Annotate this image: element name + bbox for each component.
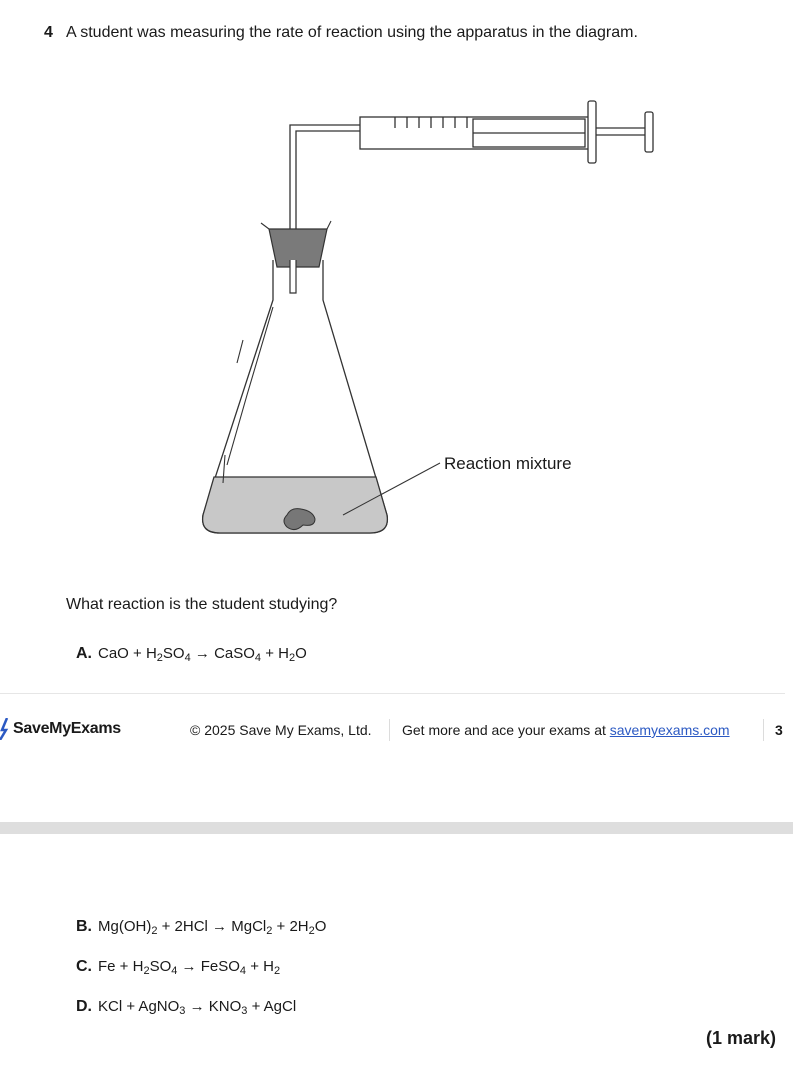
copyright-text: © 2025 Save My Exams, Ltd. <box>190 722 372 738</box>
promo-label: Get more and ace your exams at <box>402 722 610 738</box>
formula-text: CaSO <box>214 645 255 662</box>
reaction-arrow: → <box>190 645 215 662</box>
formula-text: + H <box>246 958 274 975</box>
option-equation <box>98 998 296 1015</box>
formula-text: + AgCl <box>247 998 297 1015</box>
syringe-thumb-rest <box>645 112 653 152</box>
formula-text: KNO <box>208 998 242 1015</box>
formula-subscript: 4 <box>171 965 178 977</box>
formula-subscript: 2 <box>156 652 163 664</box>
option-b[interactable] <box>76 918 326 936</box>
formula-subscript: 3 <box>241 1005 248 1017</box>
apparatus-diagram <box>195 95 665 545</box>
marks-label: (1 mark) <box>706 1028 777 1048</box>
formula-text: SO <box>149 958 172 975</box>
option-letter: B. <box>76 918 92 935</box>
formula-subscript: 3 <box>179 1005 186 1017</box>
rubber-stopper <box>269 229 327 267</box>
reaction-arrow: → <box>185 998 209 1015</box>
reaction-arrow: → <box>177 958 201 975</box>
formula-subscript: 2 <box>308 925 315 937</box>
page-break <box>0 822 793 834</box>
option-c[interactable] <box>76 958 280 976</box>
formula-subscript: 4 <box>239 965 247 977</box>
formula-subscript: 2 <box>266 925 273 937</box>
option-equation <box>98 918 326 935</box>
formula-subscript: 2 <box>151 925 158 937</box>
reaction-arrow: → <box>207 918 232 935</box>
footer-separator <box>763 719 764 741</box>
formula-subscript: 2 <box>288 652 296 664</box>
option-d[interactable] <box>76 998 296 1016</box>
formula-text: + H <box>261 645 289 662</box>
option-equation <box>98 645 307 662</box>
formula-text: + 2H <box>272 918 309 935</box>
question-prompt: What reaction is the student studying? <box>66 596 338 613</box>
formula-text: + H <box>128 645 157 662</box>
brand-logo[interactable] <box>0 718 121 740</box>
formula-text: CaO <box>98 645 129 662</box>
option-equation <box>98 958 280 975</box>
promo-link[interactable]: savemyexams.com <box>609 722 730 738</box>
promo-text <box>402 722 730 738</box>
formula-text: Fe + H <box>98 958 144 975</box>
reaction-mixture-label: Reaction mixture <box>444 454 572 473</box>
formula-text: O <box>314 918 327 935</box>
formula-subscript: 2 <box>143 965 150 977</box>
formula-text: MgCl <box>231 918 267 935</box>
formula-text: FeSO <box>200 958 240 975</box>
formula-text: SO <box>162 645 185 662</box>
option-a[interactable] <box>76 645 307 663</box>
formula-text: O <box>295 645 307 662</box>
footer-separator <box>389 719 390 741</box>
footer-divider <box>0 693 785 694</box>
formula-text: + 2HCl <box>157 918 208 935</box>
formula-subscript: 4 <box>184 652 191 664</box>
brand-name: SaveMyExams <box>13 720 121 737</box>
question-number: 4 <box>44 24 53 41</box>
option-letter: C. <box>76 958 92 975</box>
brand-icon <box>0 718 10 740</box>
formula-text: Mg(OH) <box>98 918 152 935</box>
formula-subscript: 4 <box>254 652 262 664</box>
question-text: A student was measuring the rate of reaction using the apparatus in the diagram. <box>66 24 638 41</box>
syringe-flange <box>588 101 596 163</box>
page-number: 3 <box>775 722 783 738</box>
formula-subscript: 2 <box>273 965 281 977</box>
option-letter: D. <box>76 998 92 1015</box>
formula-text: KCl + AgNO <box>98 998 180 1015</box>
option-letter: A. <box>76 645 92 662</box>
